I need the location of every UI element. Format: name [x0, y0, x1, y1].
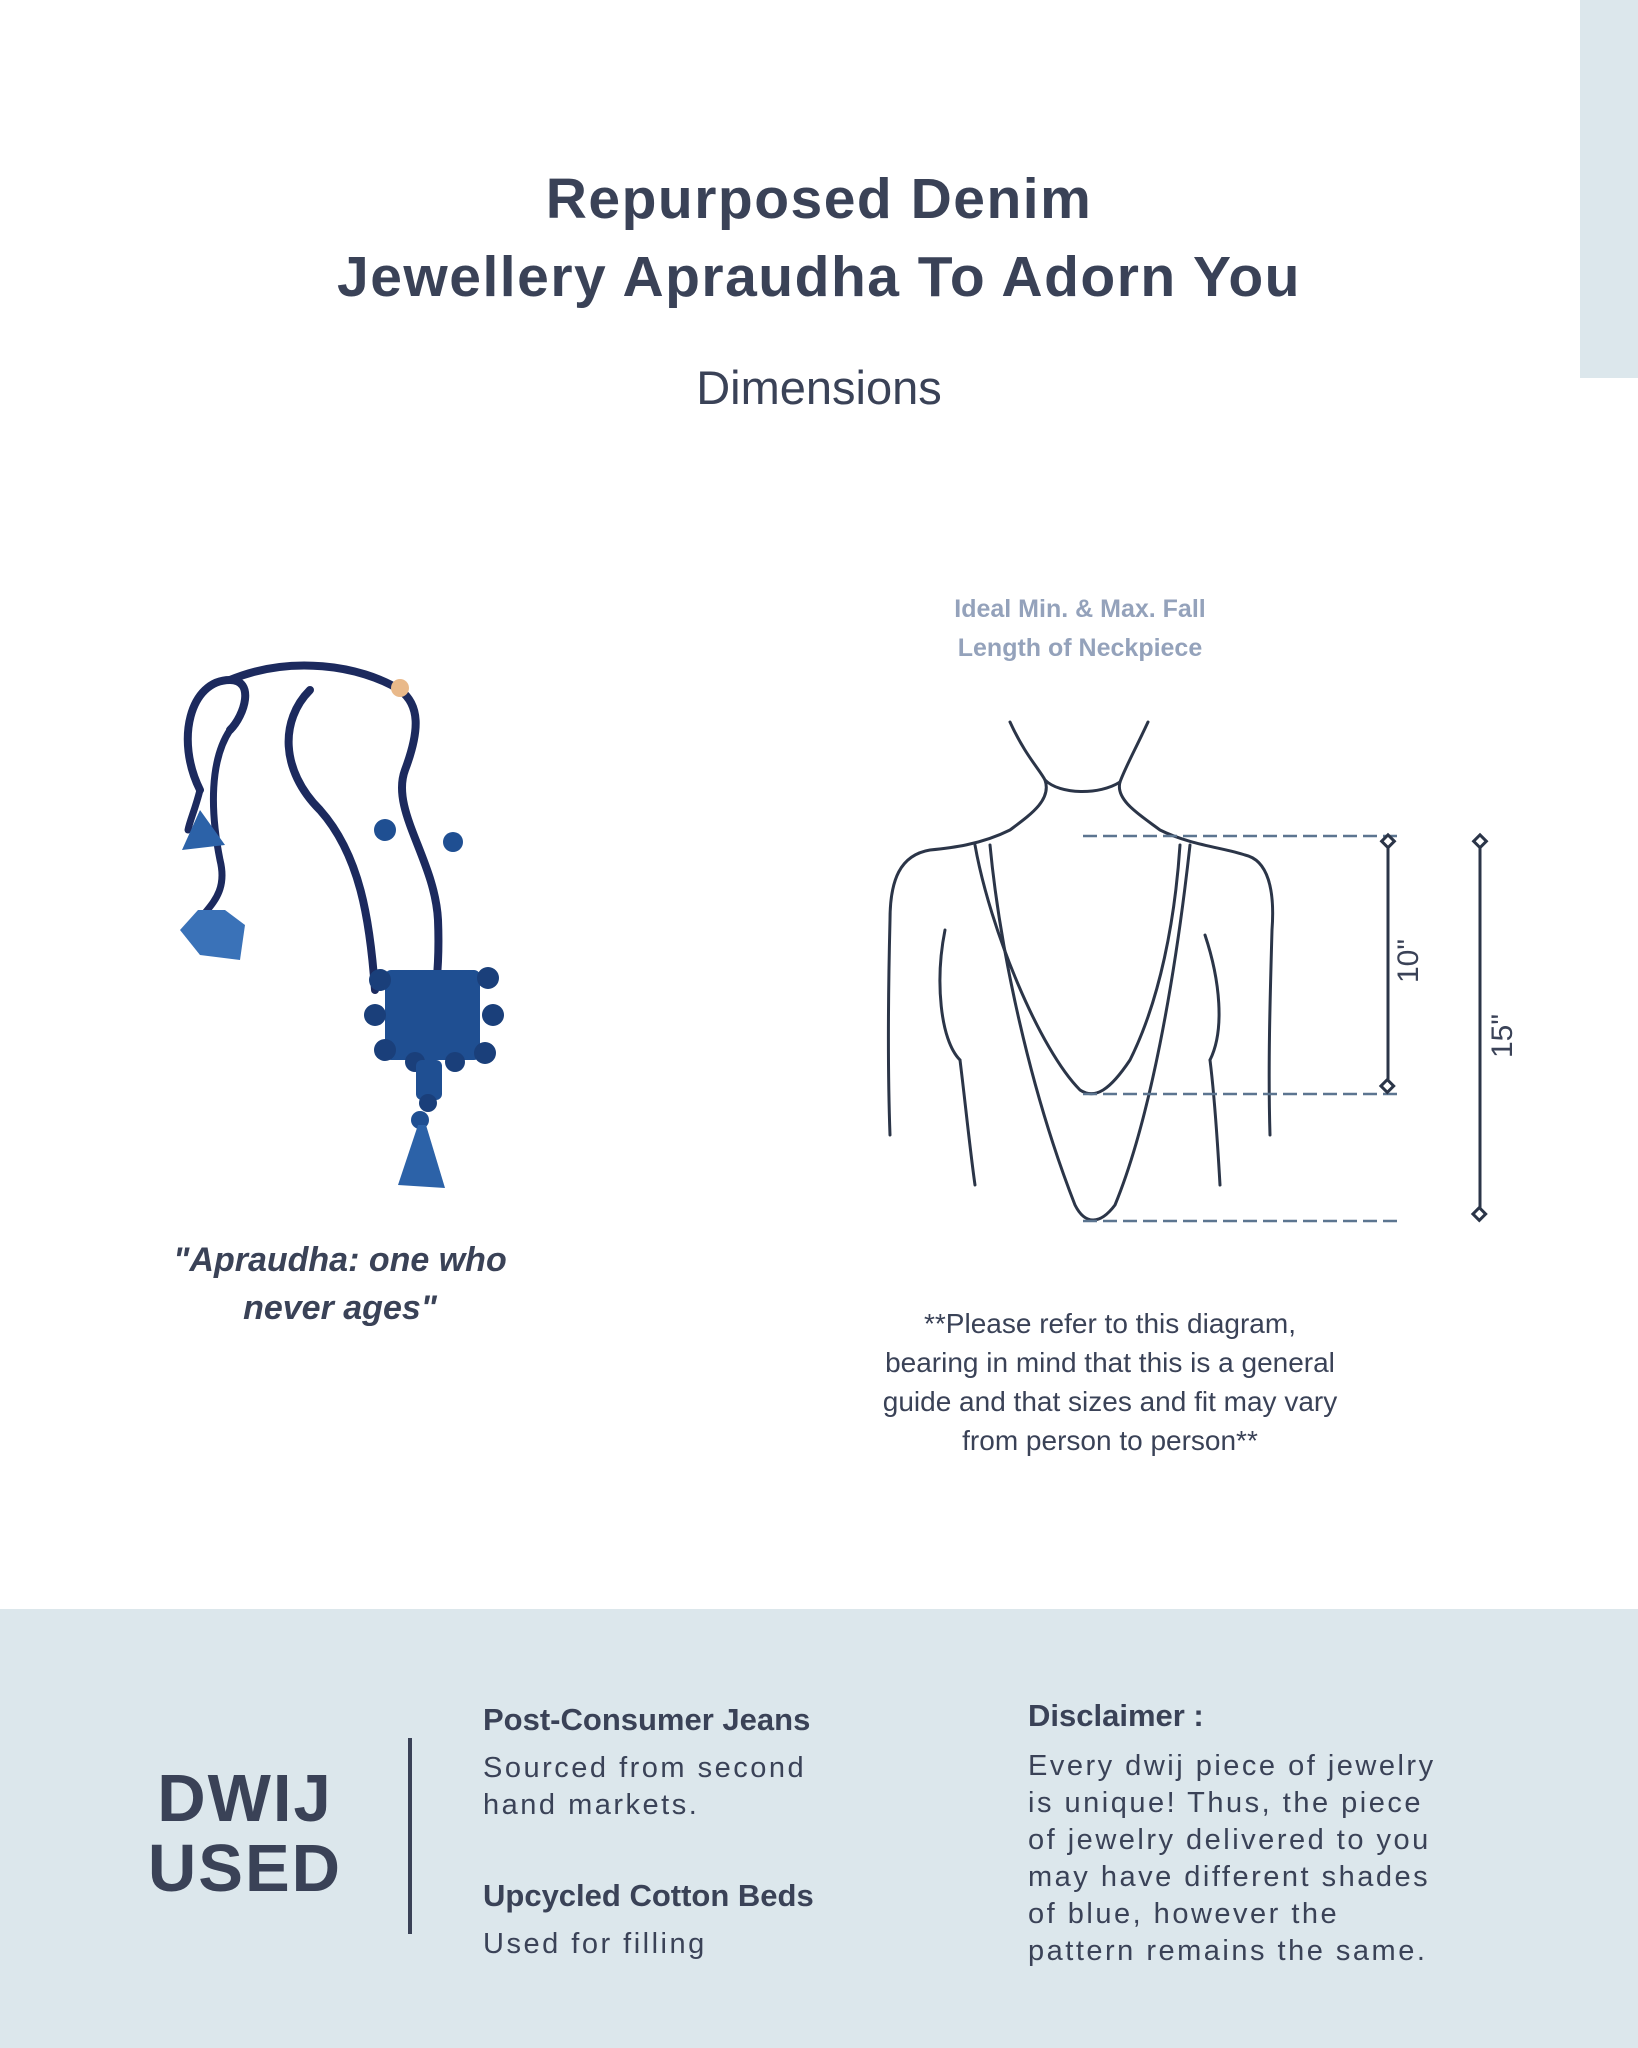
material-heading-cotton: Upcycled Cotton Beds: [483, 1878, 814, 1913]
disclaimer-heading: Disclaimer :: [1028, 1698, 1204, 1733]
disclaimer-line: Every dwij piece of jewelry: [1028, 1750, 1436, 1782]
min-length-label: 10": [1392, 938, 1425, 984]
disclaimer-line: is unique! Thus, the piece: [1028, 1787, 1423, 1819]
note-line: from person to person**: [962, 1425, 1258, 1456]
page-title-line2: Jewellery Apraudha To Adorn You: [337, 245, 1301, 309]
right-arm-line: [1205, 935, 1219, 1060]
sizing-note: [820, 1304, 1400, 1460]
page-title-line1: Repurposed Denim: [545, 167, 1093, 231]
right-torso-line: [1210, 1060, 1220, 1185]
disclaimer-text: [1028, 1748, 1436, 1970]
neck-outline-left: [889, 722, 1047, 1135]
quote-line2: never ages": [243, 1289, 437, 1327]
brand-line1: DWIJ: [157, 1761, 333, 1836]
disclaimer-line: may have different shades: [1028, 1861, 1431, 1893]
long-chain: [990, 845, 1190, 1220]
diagram-caption: [880, 590, 1280, 668]
left-arm-line: [940, 930, 960, 1060]
disclaimer-line: of blue, however the: [1028, 1898, 1340, 1930]
diagram-caption-line2: Length of Neckpiece: [957, 634, 1203, 662]
note-line: **Please refer to this diagram,: [924, 1308, 1296, 1339]
material-text-line: Used for filling: [483, 1928, 707, 1960]
material-text-line: hand markets.: [483, 1789, 700, 1821]
necklace-product-image: [170, 660, 520, 1200]
neck-outline-right: [1119, 722, 1272, 1135]
brand-line2: USED: [147, 1831, 343, 1906]
material-text-cotton: [483, 1926, 707, 1963]
footer-divider: [408, 1738, 412, 1934]
material-text-jeans: [483, 1750, 806, 1824]
material-heading-jeans: Post-Consumer Jeans: [483, 1702, 811, 1737]
max-length-label: 15": [1486, 1013, 1519, 1059]
product-quote: [110, 1236, 570, 1332]
chin-curve: [1045, 780, 1120, 792]
note-line: guide and that sizes and fit may vary: [882, 1386, 1338, 1417]
section-subtitle: Dimensions: [696, 361, 942, 414]
brand-logo-text: [120, 1761, 370, 1906]
disclaimer-line: pattern remains the same.: [1028, 1935, 1428, 1967]
note-line: bearing in mind that this is a general: [885, 1347, 1335, 1378]
quote-line1: "Apraudha: one who: [173, 1241, 507, 1279]
neckpiece-length-diagram: [870, 700, 1530, 1240]
left-torso-line: [960, 1060, 975, 1185]
material-text-line: Sourced from second: [483, 1752, 807, 1784]
diagram-caption-line1: Ideal Min. & Max. Fall: [954, 595, 1206, 623]
short-chain: [975, 845, 1180, 1094]
disclaimer-line: of jewelry delivered to you: [1028, 1824, 1431, 1856]
